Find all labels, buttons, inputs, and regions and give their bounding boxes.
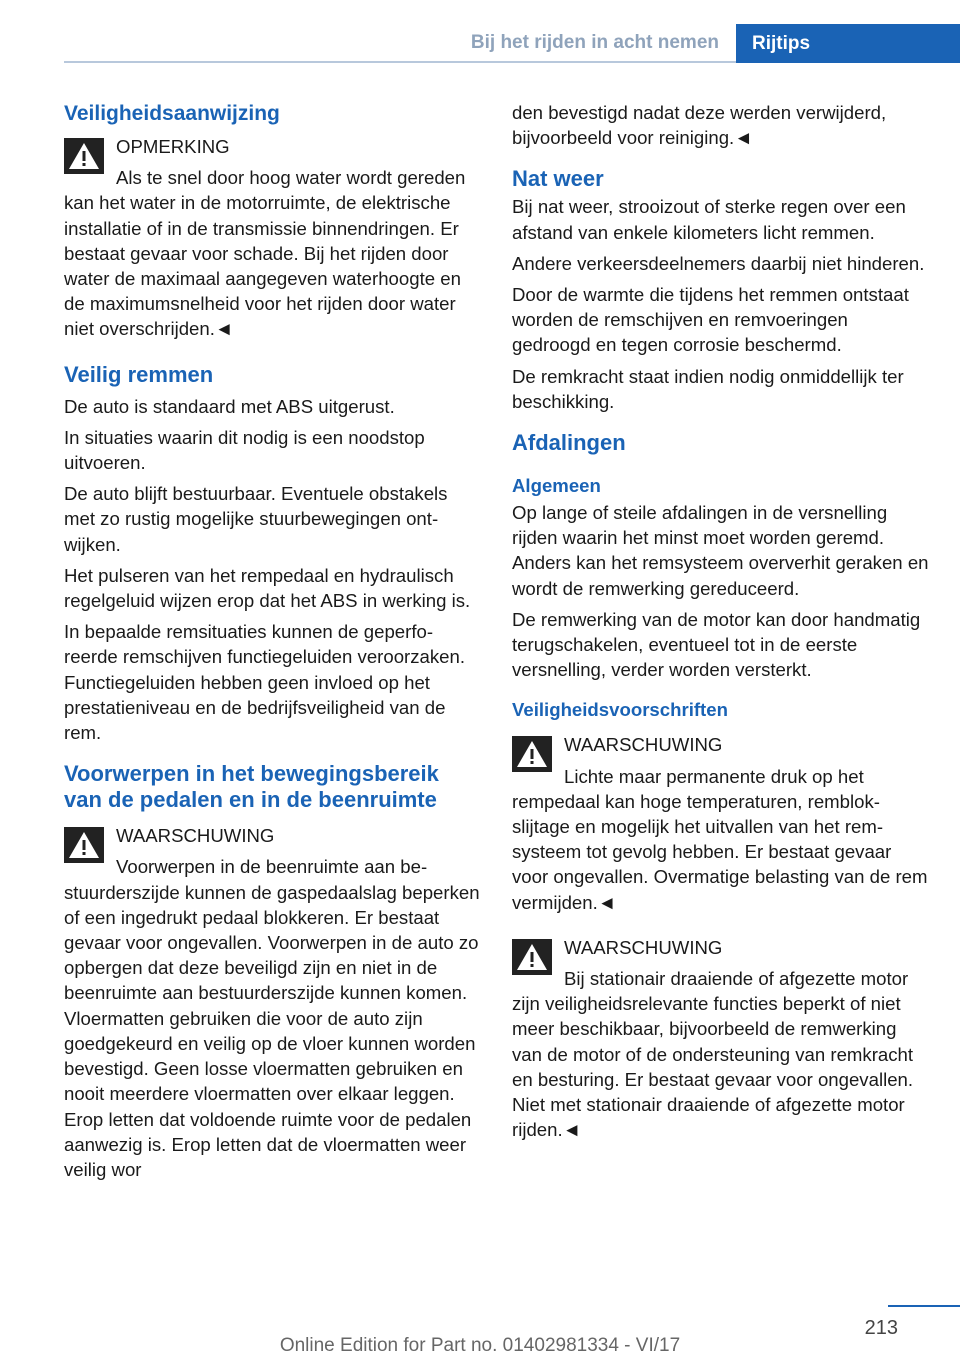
warning-title: WAARSCHUWING — [116, 825, 275, 847]
paragraph: Het pulseren van het rempedaal en hydraulisch regelgeluid wijzen erop dat het ABS in werking is. — [64, 564, 471, 612]
paragraph: De auto blijft bestuurbaar. Eventuele obstakels met zo rustig mogelijke stuurbewegingen ontwijken. — [64, 483, 448, 555]
warning-text: Lichte maar permanente druk op het rempedaal kan hoge temperaturen, remblokslijtage en mogelijk het uitvallen van het remsysteem tot gevolg hebben. Er bestaat gevaar voor ongevallen. Overmatige belasting van de rem vermijden.◄ — [512, 765, 928, 913]
footer-rule — [888, 1305, 960, 1307]
warning-block — [512, 732, 930, 914]
warning-block — [512, 935, 930, 1143]
heading-general: Algemeen — [512, 475, 601, 497]
notice-title: OPMERKING — [116, 136, 230, 157]
right-column — [512, 100, 930, 1143]
heading-safe-braking: Veilig remmen — [64, 361, 214, 387]
page-number: 213 — [864, 1317, 898, 1339]
heading-wet-weather: Nat weer — [512, 166, 604, 192]
warning-text: Voorwerpen in de beenruimte aan bestuurderszijde kunnen de gaspedaalslag beperken of een ingedrukt pedaal blokkeren. Er bestaat gevaar voor ongevallen. Voorwerpen in de auto zo opbergen dat deze beveiligd zijn en niet in de beenruimte aan bestuurderszijde kunnen komen. Vloermatten gebruiken die voor de auto zijn goedgekeurd en veilig op de vloer kunnen worden bevestigd. Geen losse vloermatten gebruiken en nooit meerdere vloermatten over elkaar leggen. Erop letten dat voldoende ruimte voor de pedalen aanwezig is. Erop letten dat de vloermatten weer veilig wor — [64, 856, 480, 1180]
paragraph: De remkracht staat indien nodig onmiddellijk ter beschikking. — [512, 365, 904, 412]
paragraph-continued: den bevestigd nadat deze werden verwijderd, bijvoorbeeld voor reiniging.◄ — [512, 102, 887, 149]
notice-block — [64, 134, 480, 342]
edition-footer: Online Edition for Part no. 01402981334 - VI/17 — [279, 1335, 681, 1356]
paragraph: Op lange of steile afdalingen in de versnelling rijden waarin het minst moet worden geremd. Anders kan het remsysteem oververhit geraken en wordt de remwerking gereduceerd. — [512, 502, 929, 599]
paragraph: De remwerking van de motor kan door handmatig terugschakelen, eventueel tot in de eerste versnelling, verder worden versterkt. — [512, 608, 921, 681]
paragraph: In bepaalde remsituaties kunnen de geperforeerde remschijven functiegeluiden veroorzaken. Functiegeluiden hebben geen invloed op het prestatieniveau en de bedrijfsveiligheid van de rem. — [64, 621, 466, 744]
paragraph: Andere verkeersdeelnemers daarbij niet hinderen. — [512, 252, 925, 274]
paragraph: Bij nat weer, strooizout of sterke regen over een afstand van enkele kilometers licht remmen. — [512, 196, 906, 243]
paragraph: De auto is standaard met ABS uitgerust. — [64, 395, 395, 417]
warning-block — [64, 823, 480, 1182]
page-header — [0, 24, 960, 62]
notice-text: Als te snel door hoog water wordt gereden kan het water in de motorruimte, de elektrische installatie of in de transmissie binnendringen. Er bestaat gevaar voor schade. Bij het rijden door water de maximaal aangegeven waterhoogte en de maximumsnelheid voor het rijden door water niet overschrijden.◄ — [64, 167, 466, 340]
heading-objects-pedal-area: Voorwerpen in het bewegingsbereik van de pedalen en in de beenruimte — [64, 761, 439, 813]
heading-descents: Afdalingen — [512, 430, 626, 456]
heading-safety-notice: Veiligheidsaanwijzing — [64, 102, 280, 125]
header-chapter-tab: Rijtips — [736, 24, 960, 63]
left-column — [64, 100, 480, 1182]
warning-triangle-icon — [64, 827, 104, 863]
warning-title: WAARSCHUWING — [564, 936, 723, 958]
header-section-title: Bij het rijden in acht nemen — [470, 32, 719, 53]
warning-triangle-icon — [64, 138, 104, 174]
paragraph: Door de warmte die tijdens het remmen ontstaat worden de remschijven en remvoeringen gedroogd en tegen corrosie beschermd. — [512, 284, 909, 356]
warning-title: WAARSCHUWING — [564, 734, 723, 756]
warning-triangle-icon — [512, 736, 552, 772]
paragraph: In situaties waarin dit nodig is een noodstop uitvoeren. — [64, 426, 425, 474]
heading-safety-rules: Veiligheidsvoorschriften — [512, 699, 728, 721]
warning-triangle-icon — [512, 939, 552, 975]
warning-text: Bij stationair draaiende of afgezette motor zijn veiligheidsrelevante functies beperkt of niet meer beschikbaar, bijvoorbeeld de remwerking van de motor of de ondersteuning van remkracht en besturing. Er bestaat gevaar voor ongevallen. Niet met stationair draaiende of afgezette motor rijden.◄ — [512, 968, 914, 1141]
